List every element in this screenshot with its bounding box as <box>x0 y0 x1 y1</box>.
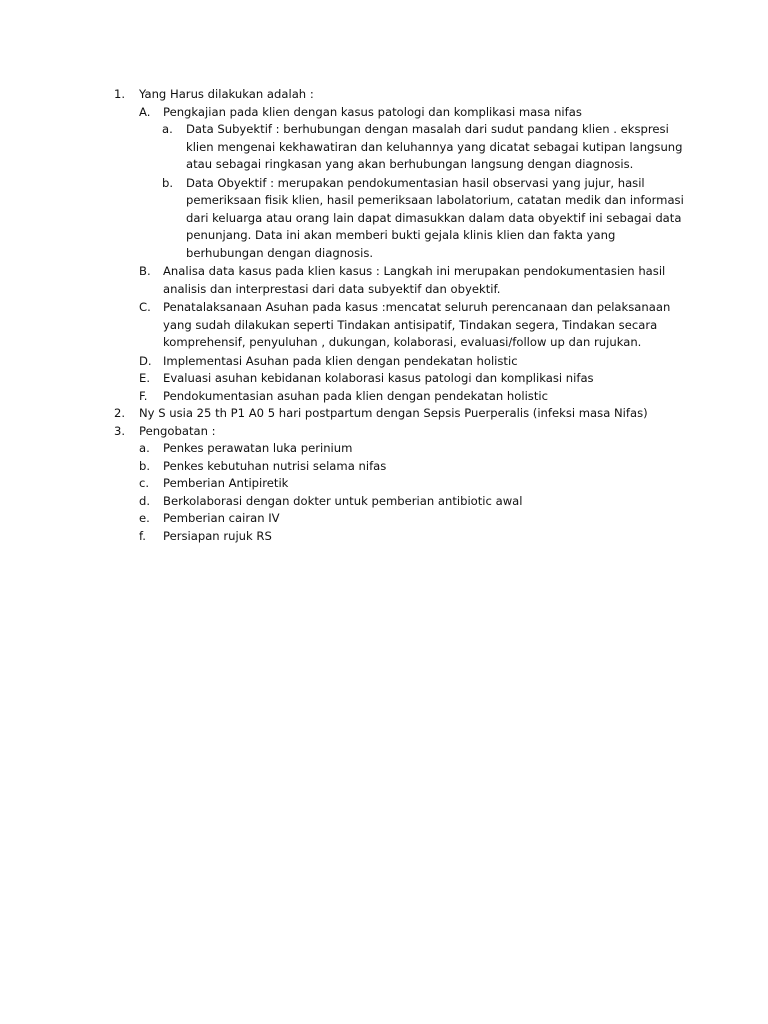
list-item-text: Evaluasi asuhan kebidanan kolaborasi kasus patologi dan komplikasi nifas <box>163 371 594 385</box>
list-letter: D. <box>139 353 152 368</box>
list-item-text: Penkes kebutuhan nutrisi selama nifas <box>163 458 387 473</box>
list-number: 1. <box>114 87 126 101</box>
list-item-1-B <box>112 263 692 298</box>
list-item-3-f <box>112 528 692 546</box>
list-item-3 <box>112 423 692 441</box>
list-item-text: Analisa data kasus pada klien kasus : Langkah ini merupakan pendokumentasien hasil analisis dan interprestasi dari data subyektif dan obyektif. <box>163 264 666 296</box>
list-number: 3. <box>114 423 126 438</box>
list-letter: F. <box>139 388 148 403</box>
list-item-text: Ny S usia 25 th P1 A0 5 hari postpartum dengan Sepsis Puerperalis (infeksi masa Nifas) <box>139 406 648 420</box>
list-item-1-F <box>112 388 692 406</box>
list-item-3-b <box>112 458 692 476</box>
list-letter: a. <box>139 441 150 455</box>
list-letter: f. <box>139 528 146 543</box>
list-item-1-A-a <box>112 121 692 174</box>
list-item-3-a <box>112 440 692 458</box>
document-body <box>112 86 692 545</box>
list-letter: d. <box>139 493 151 508</box>
list-item-text: Yang Harus dilakukan adalah : <box>139 87 314 101</box>
list-letter: B. <box>139 264 151 278</box>
list-item-1-A <box>112 104 692 122</box>
list-letter: b. <box>162 175 174 190</box>
list-item-text: Data Subyektif : berhubungan dengan masalah dari sudut pandang klien . ekspresi klien mengenai kekhawatiran dan keluhannya yang dicatat sebagai kutipan langsung atau sebagai ringkasan yang akan berhubungan langsung dengan diagnosis. <box>186 122 683 171</box>
list-item-text: Berkolaborasi dengan dokter untuk pemberian antibiotic awal <box>163 493 523 508</box>
list-letter: e. <box>139 511 150 525</box>
list-letter: a. <box>162 122 173 136</box>
list-item-text: Penatalaksanaan Asuhan pada kasus :mencatat seluruh perencanaan dan pelaksanaan yang sudah dilakukan seperti Tindakan antisipatif, Tindakan segera, Tindakan secara komprehensif, penyuluhan , dukungan, kolaborasi, evaluasi/follow up dan rujukan. <box>163 300 671 349</box>
list-letter: E. <box>139 371 151 385</box>
list-item-1-A-b <box>112 175 692 263</box>
list-item-text: Pendokumentasian asuhan pada klien dengan pendekatan holistic <box>163 388 548 403</box>
list-item-text: Pemberian cairan IV <box>163 511 280 525</box>
list-item-text: Pemberian Antipiretik <box>163 476 289 490</box>
list-item-3-e <box>112 510 692 528</box>
list-item-1-C <box>112 299 692 352</box>
list-letter: c. <box>139 476 150 490</box>
list-item-text: Data Obyektif : merupakan pendokumentasian hasil observasi yang jujur, hasil pemeriksaan fisik klien, hasil pemeriksaan labolatorium, catatan medik dan informasi dari keluarga atau orang lain dapat dimasukkan dalam data obyektif ini sebagai data penunjang. Data ini akan memberi bukti gejala klinis klien dan fakta yang berhubungan dengan diagnosis. <box>186 175 684 260</box>
list-item-2 <box>112 405 692 423</box>
list-item-text: Pengobatan : <box>139 423 216 438</box>
list-letter: b. <box>139 458 151 473</box>
list-item-3-c <box>112 475 692 493</box>
list-item-3-d <box>112 493 692 511</box>
list-item-1 <box>112 86 692 104</box>
list-item-text: Implementasi Asuhan pada klien dengan pendekatan holistic <box>163 353 518 368</box>
list-number: 2. <box>114 406 126 420</box>
list-item-text: Pengkajian pada klien dengan kasus patologi dan komplikasi masa nifas <box>163 104 582 119</box>
list-item-1-D <box>112 353 692 371</box>
list-item-text: Persiapan rujuk RS <box>163 528 272 543</box>
list-letter: A. <box>139 104 151 119</box>
list-letter: C. <box>139 300 151 314</box>
list-item-text: Penkes perawatan luka perinium <box>163 441 353 455</box>
list-item-1-E <box>112 370 692 388</box>
